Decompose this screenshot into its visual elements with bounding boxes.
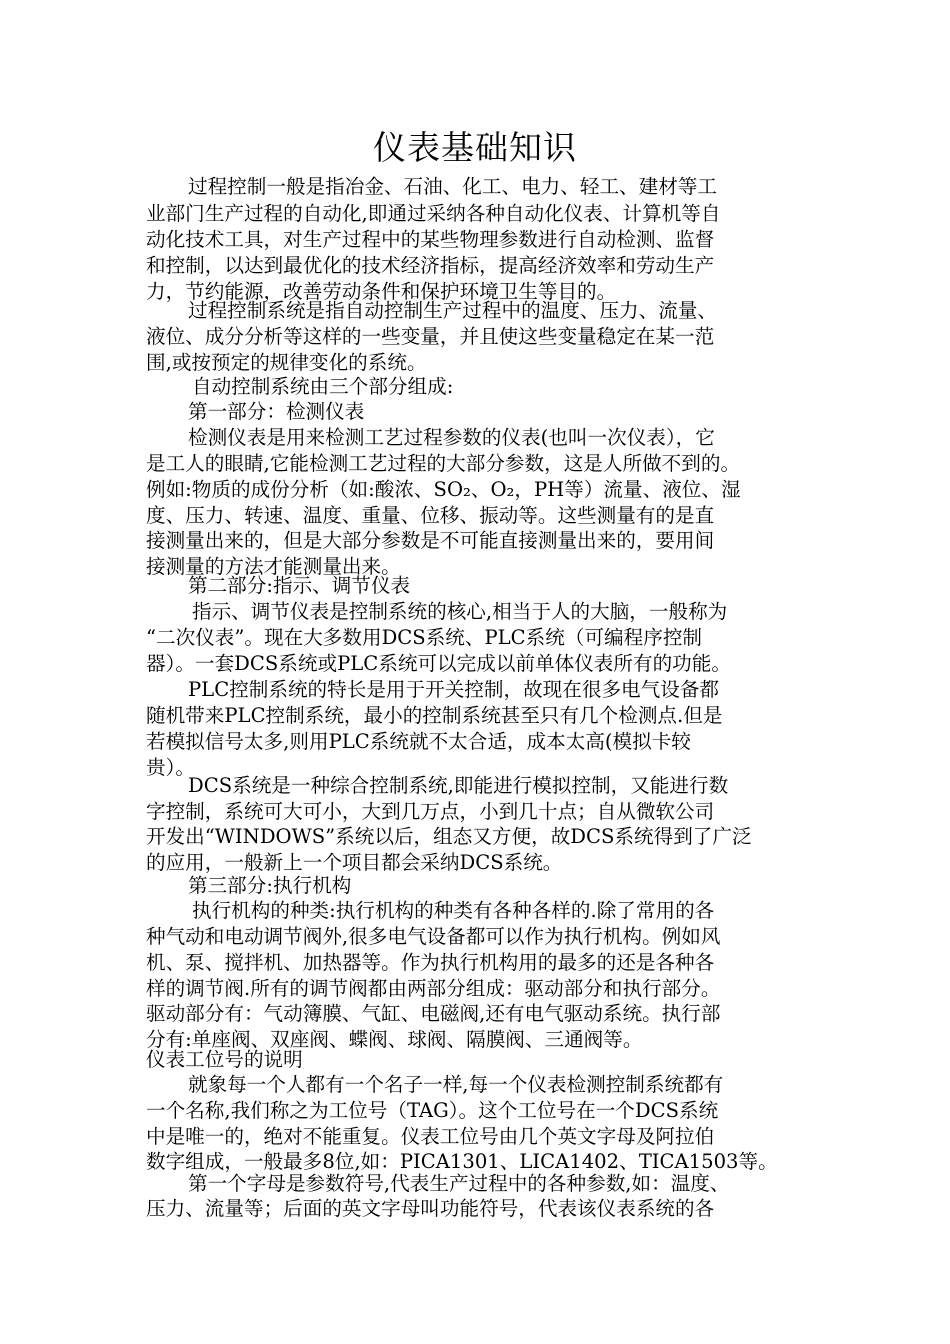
text-line: 数字组成，一般最多8位,如：PICA1301、LICA1402、TICA1503等。	[146, 1150, 778, 1173]
text-line: 的应用，一般新上一个项目都会采纳DCS系统。	[146, 851, 563, 874]
text-line: 自动控制系统由三个部分组成:	[192, 375, 454, 398]
text-line: 围,或按预定的规律变化的系统。	[146, 351, 427, 374]
text-line: DCS系统是一种综合控制系统,即能进行模拟控制，又能进行数	[188, 774, 729, 797]
text-line: 业部门生产过程的自动化,即通过采纳各种自动化仪表、计算机等自	[146, 202, 721, 225]
text-line: 种气动和电动调节阀外,很多电气设备都可以作为执行机构。例如风	[146, 925, 721, 948]
text-line: 机、泵、搅拌机、加热器等。作为执行机构用的最多的还是各种各	[146, 951, 715, 974]
text-line: 动化技术工具，对生产过程中的某些物理参数进行自动检测、监督	[146, 228, 715, 251]
text-line: 随机带来PLC控制系统，最小的控制系统甚至只有几个检测点.但是	[146, 704, 723, 727]
text-line: 开发出“WINDOWS”系统以后，组态又方便，故DCS系统得到了广泛	[146, 825, 752, 848]
text-line: 指示、调节仪表是控制系统的核心,相当于人的大脑，一般称为	[192, 600, 728, 623]
text-line: 过程控制一般是指冶金、石油、化工、电力、轻工、建材等工	[188, 175, 718, 198]
text-line: 若模拟信号太多,则用PLC系统就不太合适，成本太高(模拟卡较	[146, 730, 691, 753]
text-line: 执行机构的种类:执行机构的种类有各种各样的.除了常用的各	[192, 899, 715, 922]
text-line: 接测量出来的，但是大部分参数是不可能直接测量出来的，要用间	[146, 529, 715, 552]
text-line: PLC控制系统的特长是用于开关控制，故现在很多电气设备都	[188, 678, 720, 701]
text-line: 和控制，以达到最优化的技术经济指标，提高经济效率和劳动生产	[146, 254, 715, 277]
text-line: 器）。一套DCS系统或PLC系统可以完成以前单体仪表所有的功能。	[146, 652, 731, 675]
text-line: 是工人的眼睛,它能检测工艺过程的大部分参数，这是人所做不到的。	[146, 452, 741, 475]
text-line: 液位、成分分析等这样的一些变量，并且使这些变量稳定在某一范	[146, 325, 715, 348]
text-line: 压力、流量等；后面的英文字母叫功能符号，代表该仪表系统的各	[146, 1197, 715, 1220]
text-line: “二次仪表”。现在大多数用DCS系统、PLC系统（可编程序控制	[146, 626, 703, 649]
text-line: 度、压力、转速、温度、重量、位移、振动等。这些测量有的是直	[146, 504, 715, 527]
text-line: 分有:单座阀、双座阀、蝶阀、球阀、隔膜阀、三通阀等。	[146, 1028, 643, 1051]
text-line: 例如:物质的成份分析（如:酸浓、SO₂、O₂，PH等）流量、液位、湿	[146, 478, 741, 501]
text-line: 贵）。	[146, 756, 195, 779]
text-line: 一个名称,我们称之为工位号（TAG）。这个工位号在一个DCS系统	[146, 1099, 719, 1122]
section-heading: 仪表工位号的说明	[146, 1048, 303, 1071]
text-line: 力，节约能源，改善劳动条件和保护环境卫生等目的。	[146, 280, 617, 303]
text-line: 中是唯一的，绝对不能重复。仪表工位号由几个英文字母及阿拉伯	[146, 1125, 715, 1148]
text-line: 驱动部分有：气动簿膜、气缸、电磁阀,还有电气驱动系统。执行部	[146, 1002, 721, 1025]
section-heading: 第二部分:指示、调节仪表	[188, 574, 411, 597]
text-line: 字控制，系统可大可小，大到几万点，小到几十点；自从微软公司	[146, 800, 715, 823]
text-line: 接测量的方法才能测量出来。	[146, 555, 401, 578]
section-heading: 第一部分：检测仪表	[188, 400, 365, 423]
text-line: 样的调节阀.所有的调节阀都由两部分组成：驱动部分和执行部分。	[146, 977, 721, 1000]
text-line: 检测仪表是用来检测工艺过程参数的仪表(也叫一次仪表），它	[188, 426, 715, 449]
page-title: 仪表基础知识	[373, 128, 577, 167]
text-line: 过程控制系统是指自动控制生产过程中的温度、压力、流量、	[188, 299, 718, 322]
text-line: 第一个字母是参数符号,代表生产过程中的各种参数,如：温度、	[188, 1172, 730, 1195]
section-heading: 第三部分:执行机构	[188, 874, 352, 897]
text-line: 就象每一个人都有一个名子一样,每一个仪表检测控制系统都有	[188, 1073, 724, 1096]
